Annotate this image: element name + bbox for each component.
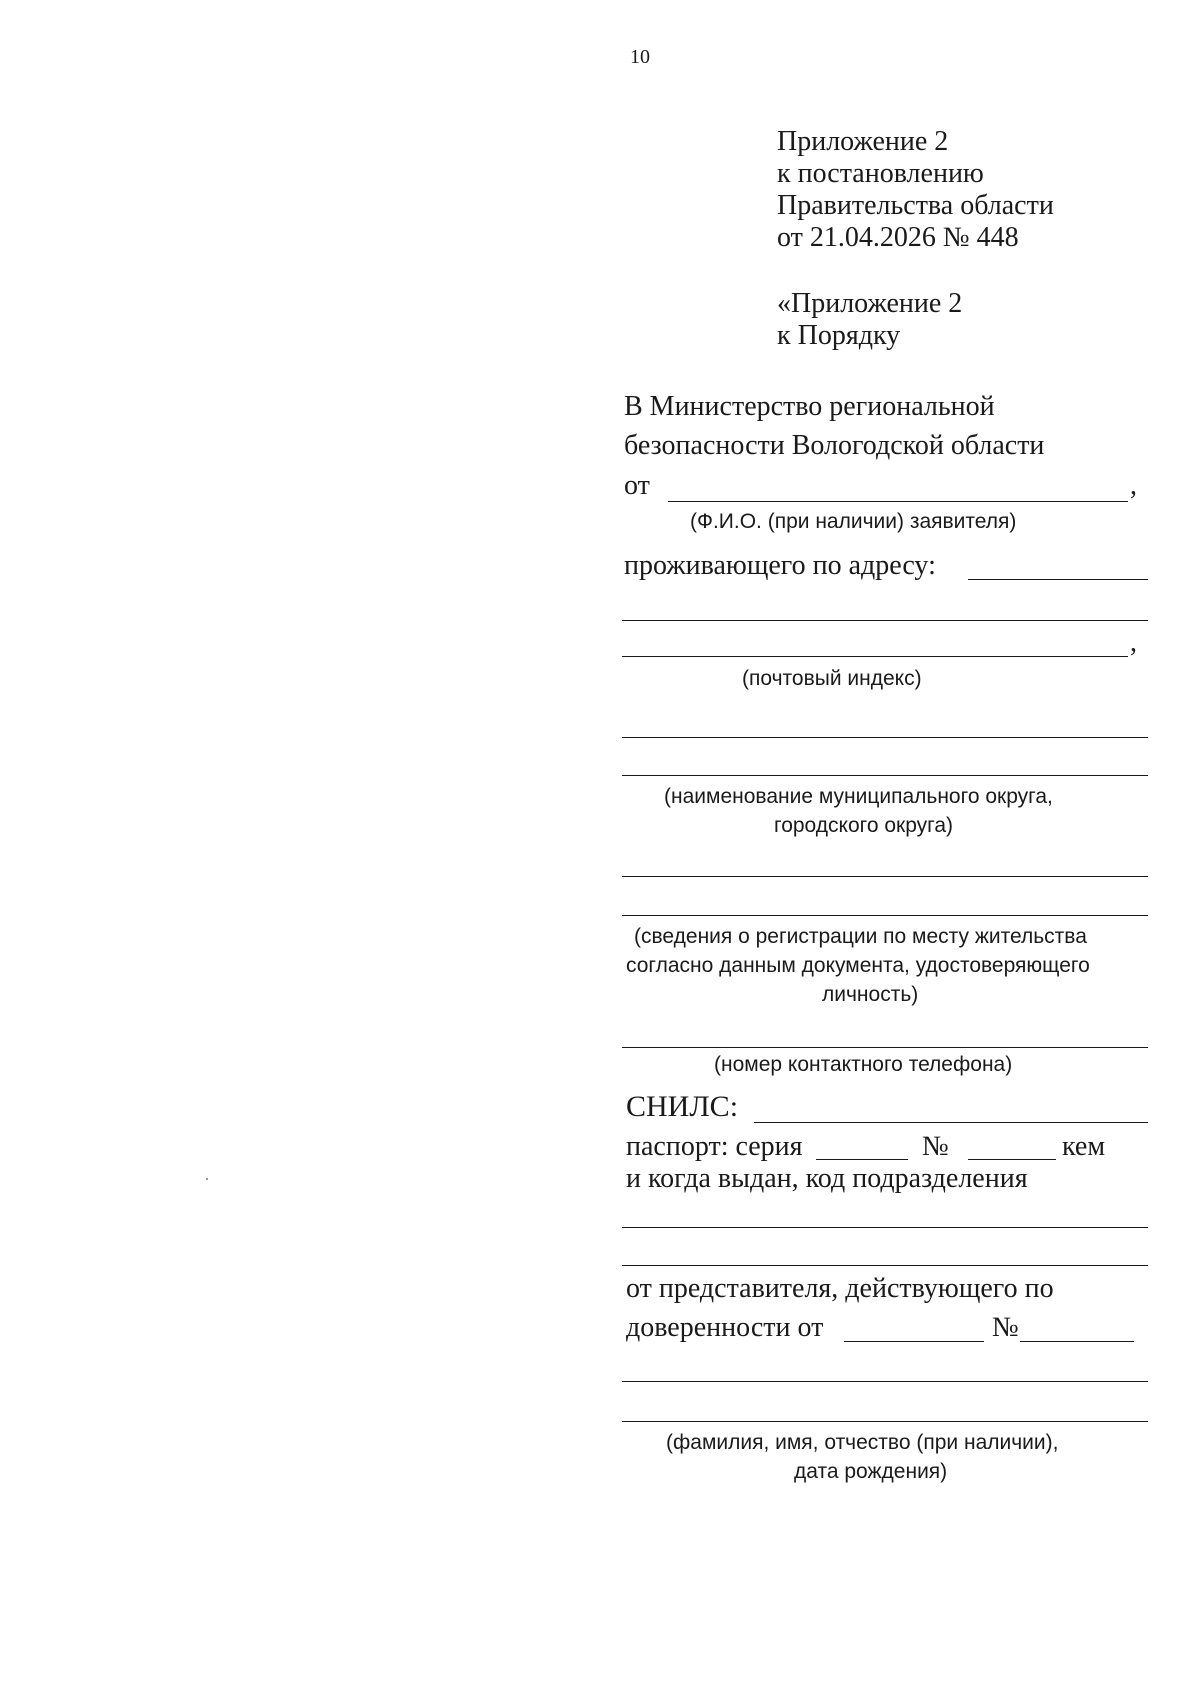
phone-field[interactable]	[622, 1047, 1148, 1048]
snils-field[interactable]	[754, 1122, 1148, 1123]
representative-line-1: от представителя, действующего по	[626, 1273, 1054, 1304]
passport-issued-line-2: и когда выдан, код подразделения	[626, 1163, 1028, 1194]
passport-number-label: №	[922, 1131, 949, 1162]
header-line: от 21.04.2026 № 448	[777, 222, 1019, 253]
phone-caption: (номер контактного телефона)	[714, 1053, 1013, 1076]
fio-field[interactable]	[668, 501, 1128, 502]
address-label: проживающего по адресу:	[624, 550, 936, 581]
municipality-caption-1: (наименование муниципального округа,	[664, 785, 1053, 808]
scan-speck	[206, 1178, 208, 1180]
poa-date-field[interactable]	[844, 1341, 984, 1342]
poa-number-label: №	[992, 1312, 1019, 1343]
representative-field-1[interactable]	[622, 1381, 1148, 1382]
address-field-2[interactable]	[622, 620, 1148, 621]
representative-caption-1: (фамилия, имя, отчество (при наличии),	[666, 1431, 1059, 1454]
addressee-line-2: безопасности Вологодской области	[624, 430, 1045, 461]
header-line: Правительства области	[777, 190, 1054, 221]
representative-caption-2: дата рождения)	[794, 1460, 948, 1483]
poa-number-field[interactable]	[1020, 1341, 1134, 1342]
registration-field-1[interactable]	[622, 876, 1148, 877]
passport-series-field[interactable]	[816, 1159, 908, 1160]
passport-issued-by-label: кем	[1062, 1131, 1106, 1162]
from-label: от	[624, 470, 650, 501]
representative-field-2[interactable]	[622, 1421, 1148, 1422]
snils-label: СНИЛС:	[626, 1090, 739, 1123]
registration-caption-2: согласно данным документа, удостоверяющего	[626, 954, 1090, 977]
passport-number-field[interactable]	[968, 1159, 1056, 1160]
registration-field-2[interactable]	[622, 915, 1148, 916]
address-field-3[interactable]	[622, 656, 1128, 657]
quote-line: к Порядку	[777, 320, 901, 351]
fio-comma: ,	[1130, 470, 1137, 501]
registration-caption-3: личность)	[822, 983, 919, 1006]
passport-series-label: паспорт: серия	[626, 1131, 803, 1162]
page-number: 10	[630, 46, 650, 68]
header-line: Приложение 2	[777, 126, 949, 157]
municipality-caption-2: городского округа)	[774, 814, 954, 837]
address-comma: ,	[1130, 627, 1137, 658]
poa-label: доверенности от	[626, 1312, 824, 1343]
appendix-quote-header	[777, 288, 962, 352]
municipality-field-2[interactable]	[622, 775, 1148, 776]
quote-line: «Приложение 2	[777, 288, 963, 319]
address-field-1[interactable]	[968, 579, 1148, 580]
postal-index-caption: (почтовый индекс)	[742, 667, 922, 690]
municipality-field-1[interactable]	[622, 737, 1148, 738]
fio-caption: (Ф.И.О. (при наличии) заявителя)	[690, 510, 1017, 533]
appendix-header	[777, 126, 1054, 254]
registration-caption-1: (сведения о регистрации по месту жительства	[634, 925, 1087, 948]
passport-issued-field-2[interactable]	[622, 1265, 1148, 1266]
passport-issued-field-1[interactable]	[622, 1227, 1148, 1228]
addressee-line-1: В Министерство региональной	[624, 391, 995, 422]
header-line: к постановлению	[777, 158, 984, 189]
